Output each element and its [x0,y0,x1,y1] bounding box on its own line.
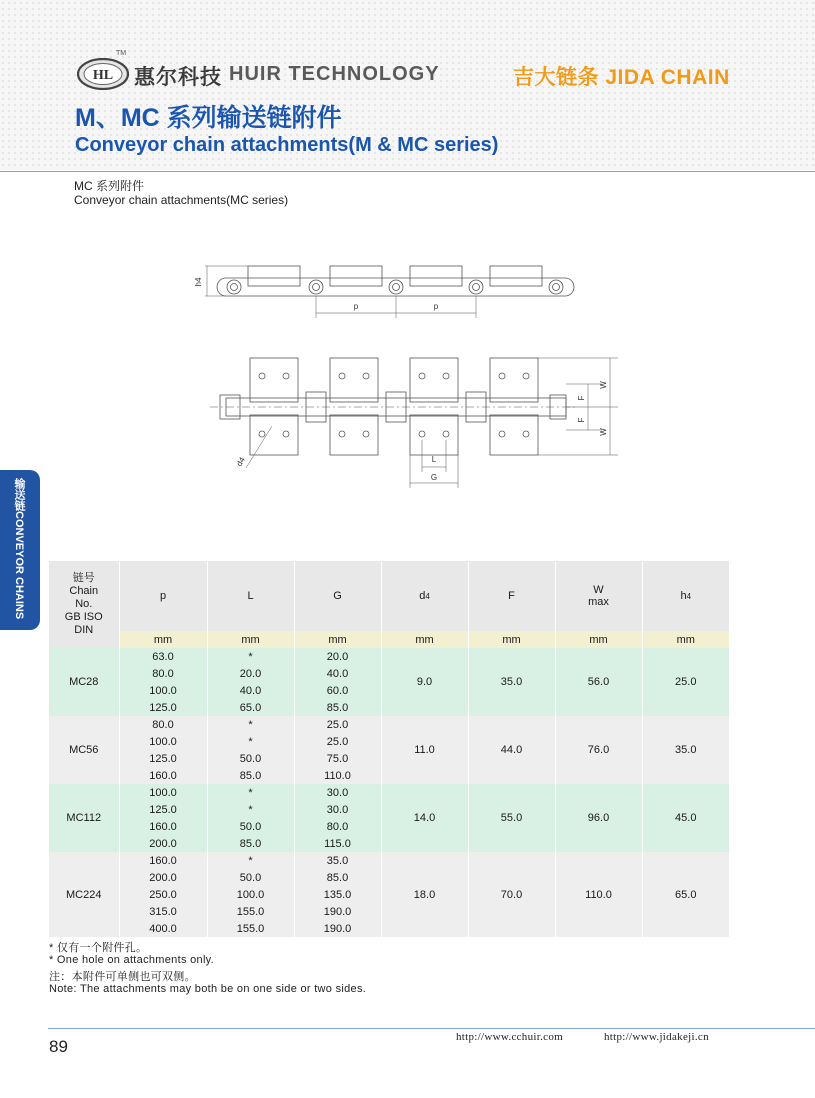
g-cell: 30.0 [294,784,381,801]
h4-cell: 25.0 [642,648,729,716]
pitch-cell: 315.0 [119,903,207,920]
url-jida[interactable]: http://www.jidakeji.cn [604,1031,709,1043]
l-cell: 50.0 [207,869,294,886]
header-d4 [381,561,468,631]
g-cell: 135.0 [294,886,381,903]
header-divider [0,171,815,172]
unit-cell: mm [381,631,468,648]
label-w1: W [599,381,608,389]
l-cell: 100.0 [207,886,294,903]
label-f1: F [577,395,586,401]
table-row [49,784,729,801]
trademark: TM [116,50,127,57]
partner-brand: 吉大链条 JIDA CHAIN [513,66,730,89]
d4-cell: 9.0 [381,648,468,716]
top-view [210,358,618,488]
section-title-en: Conveyor chain attachments(MC series) [74,193,289,207]
pitch-cell: 400.0 [119,920,207,937]
spec-table [49,561,729,937]
header-h4 [642,561,729,631]
pitch-cell: 125.0 [119,801,207,818]
g-cell: 60.0 [294,682,381,699]
unit-cell: mm [468,631,555,648]
h4-cell: 45.0 [642,784,729,852]
g-cell: 80.0 [294,818,381,835]
pitch-cell: 125.0 [119,699,207,716]
g-cell: 20.0 [294,648,381,665]
g-cell: 40.0 [294,665,381,682]
pitch-cell: 200.0 [119,869,207,886]
header-chain: 链号 Chain No. GB ISO DIN [49,561,119,648]
h4-cell: 65.0 [642,852,729,937]
l-cell: 50.0 [207,818,294,835]
d4-cell: 18.0 [381,852,468,937]
unit-cell: mm [207,631,294,648]
page-title-en: Conveyor chain attachments(M & MC series) [75,134,499,156]
l-cell: * [207,801,294,818]
g-cell: 25.0 [294,733,381,750]
header-p: p [119,561,207,631]
pitch-cell: 100.0 [119,682,207,699]
l-cell: 85.0 [207,835,294,852]
page-number: 89 [49,1037,68,1056]
header-l: L [207,561,294,631]
l-cell: 155.0 [207,903,294,920]
footer-divider [48,1028,815,1029]
header-d4-text: d4 [419,590,430,602]
l-cell: 85.0 [207,767,294,784]
header-h4-text: h4 [680,590,692,602]
table-row [49,716,729,733]
pitch-cell: 80.0 [119,716,207,733]
pitch-cell: 100.0 [119,784,207,801]
h4-cell: 35.0 [642,716,729,784]
label-p2: p [433,302,439,311]
g-cell: 190.0 [294,903,381,920]
pitch-cell: 200.0 [119,835,207,852]
note-2-cn: 注：本附件可单侧也可双侧。 [49,971,196,983]
unit-cell: mm [294,631,381,648]
pitch-cell: 160.0 [119,818,207,835]
section-title-cn: MC 系列附件 [74,179,144,193]
chain-number-cell: MC28 [49,648,119,716]
chain-number-cell: MC112 [49,784,119,852]
pitch-cell: 250.0 [119,886,207,903]
g-cell: 115.0 [294,835,381,852]
l-cell: 155.0 [207,920,294,937]
label-g: G [430,473,438,482]
header-w-text: W max [588,584,609,608]
table-row [49,648,729,665]
note-2-en: Note: The attachments may both be on one side or two sides. [49,983,367,995]
d4-cell: 11.0 [381,716,468,784]
l-cell: 65.0 [207,699,294,716]
unit-cell: mm [119,631,207,648]
chain-number-cell: MC56 [49,716,119,784]
g-cell: 75.0 [294,750,381,767]
w-cell: 56.0 [555,648,642,716]
brand-name-cn: 惠尔科技 [134,66,222,89]
w-cell: 96.0 [555,784,642,852]
unit-cell: mm [642,631,729,648]
side-view [205,266,574,318]
svg-text:HL: HL [92,68,114,83]
g-cell: 30.0 [294,801,381,818]
chain-drawing [190,250,630,495]
label-f2: F [577,417,586,423]
g-cell: 110.0 [294,767,381,784]
chain-number-cell: MC224 [49,852,119,937]
l-cell: * [207,648,294,665]
w-cell: 76.0 [555,716,642,784]
header-f: F [468,561,555,631]
side-tab-label: 输送链CONVEYOR CHAINS [13,478,25,620]
g-cell: 35.0 [294,852,381,869]
url-huir[interactable]: http://www.cchuir.com [456,1031,564,1043]
l-cell: 20.0 [207,665,294,682]
table-unit-row [49,631,729,648]
pitch-cell: 160.0 [119,852,207,869]
label-d4: d4 [234,455,247,468]
l-cell: * [207,733,294,750]
f-cell: 55.0 [468,784,555,852]
f-cell: 44.0 [468,716,555,784]
g-cell: 190.0 [294,920,381,937]
f-cell: 35.0 [468,648,555,716]
f-cell: 70.0 [468,852,555,937]
g-cell: 85.0 [294,869,381,886]
brand-name-en: HUIR TECHNOLOGY [229,63,440,85]
page-title-cn: M、MC 系列输送链附件 [75,104,342,132]
label-w2: W [599,428,608,436]
huir-logo [77,58,129,90]
pitch-cell: 100.0 [119,733,207,750]
l-cell: * [207,716,294,733]
d4-cell: 14.0 [381,784,468,852]
header-w [555,561,642,631]
table-row [49,852,729,869]
note-1-en: * One hole on attachments only. [49,954,215,966]
table-header-row [49,561,729,631]
note-1-cn: * 仅有一个附件孔。 [49,942,148,954]
w-cell: 110.0 [555,852,642,937]
l-cell: 50.0 [207,750,294,767]
label-l: L [431,455,437,464]
label-p1: p [353,302,359,311]
pitch-cell: 80.0 [119,665,207,682]
label-h4: h4 [194,277,203,287]
pitch-cell: 63.0 [119,648,207,665]
l-cell: * [207,852,294,869]
pitch-cell: 125.0 [119,750,207,767]
header-g: G [294,561,381,631]
l-cell: 40.0 [207,682,294,699]
unit-cell: mm [555,631,642,648]
l-cell: * [207,784,294,801]
pitch-cell: 160.0 [119,767,207,784]
g-cell: 25.0 [294,716,381,733]
g-cell: 85.0 [294,699,381,716]
